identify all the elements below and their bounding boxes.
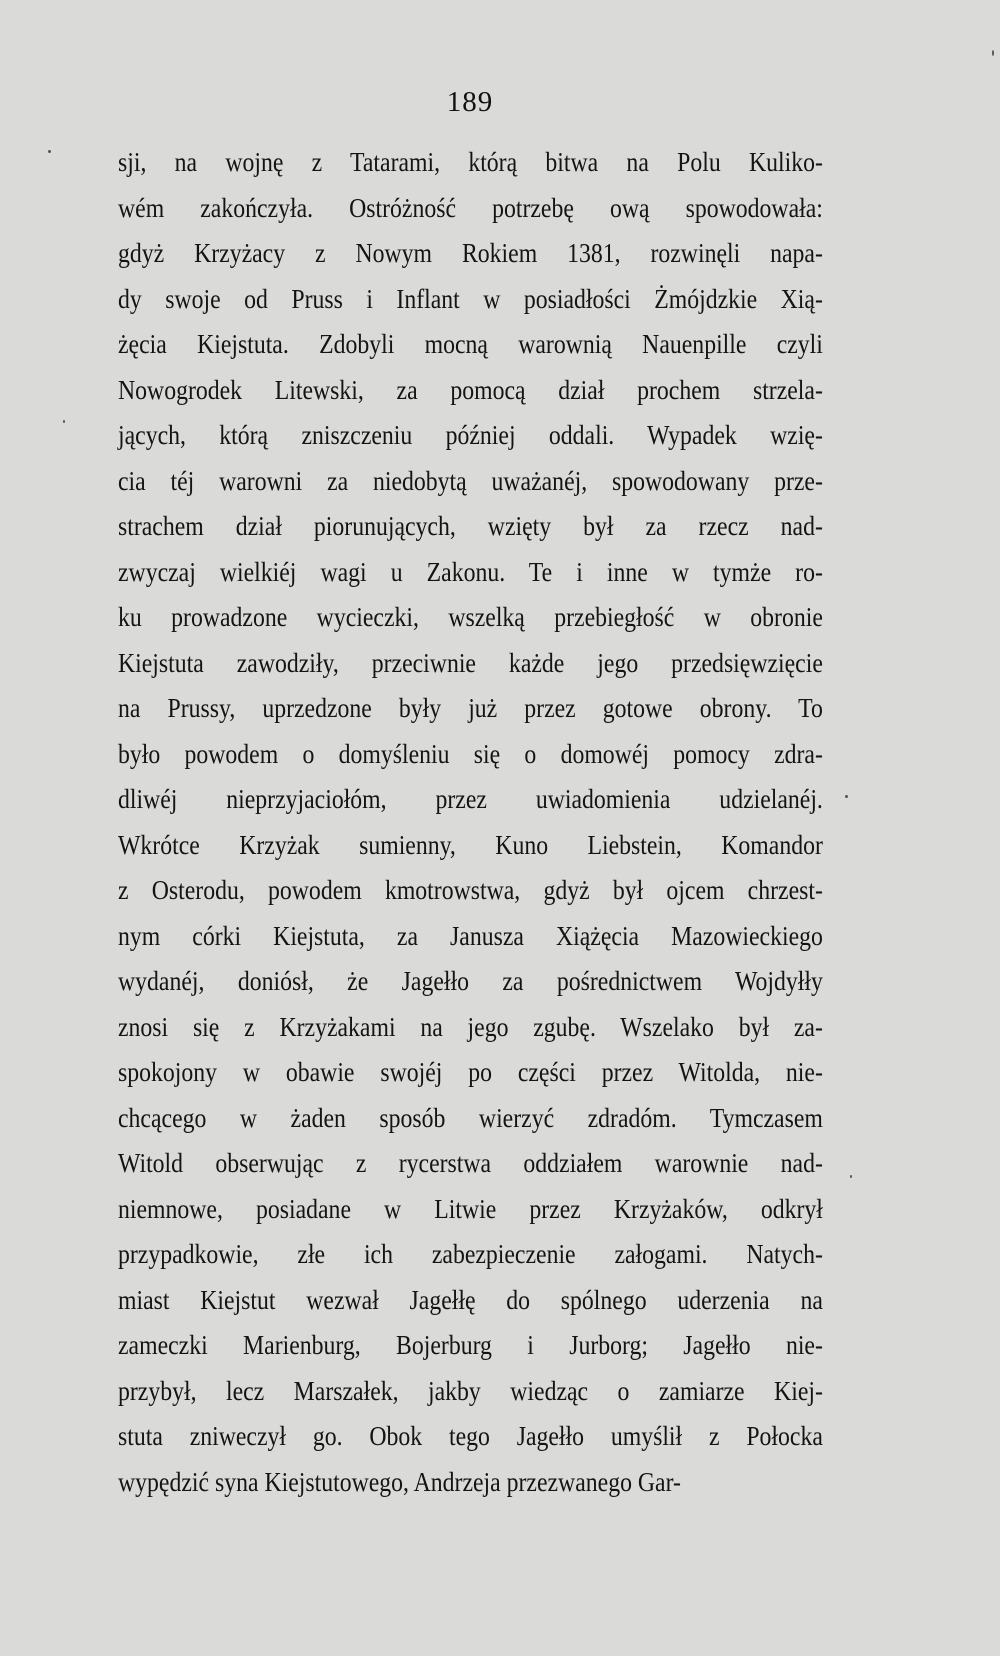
text-line: z Osterodu, powodem kmotrowstwa, gdyż był ojcem chrzest-: [118, 875, 823, 905]
text-line: wydanéj, doniósł, że Jagełło za pośrednictwem Wojdyłły: [118, 966, 823, 996]
text-line: przybył, lecz Marszałek, jakby wiedząc o zamiarze Kiej-: [118, 1375, 823, 1406]
text-line: stuta zniweczył go. Obok tego Jagełło umyślił z Połocka: [118, 1421, 823, 1451]
text-line: Nowogrodek Litewski, za pomocą dział prochem strzela-: [118, 374, 823, 405]
text-line: Kiejstuta zawodziły, przeciwnie każde jego przedsięwzięcie: [118, 647, 823, 678]
paper-speck: [992, 50, 994, 56]
text-line: Witold obserwując z rycerstwa oddziałem warownie nad-: [118, 1148, 823, 1178]
text-line: jących, którą zniszczeniu później oddali. Wypadek wzię-: [118, 420, 823, 450]
text-line: sji, na wojnę z Tatarami, którą bitwa na Polu Kuliko-: [118, 147, 823, 177]
text-line: zwyczaj wielkiéj wagi u Zakonu. Te i inne w tymże ro-: [118, 556, 823, 587]
text-line: żęcia Kiejstuta. Zdobyli mocną warownią Nauenpille czyli: [118, 329, 823, 359]
text-line: cia téj warowni za niedobytą uważanéj, spowodowany prze-: [118, 465, 823, 496]
text-line: gdyż Krzyżacy z Nowym Rokiem 1381, rozwinęli napa-: [118, 238, 823, 268]
text-line: wém zakończyła. Ostróżność potrzebę ową spowodowała:: [118, 192, 823, 223]
text-line: wypędzić syna Kiejstutowego, Andrzeja przezwanego Gar-: [118, 1466, 681, 1497]
paper-speck: [845, 795, 848, 798]
text-line: dliwéj nieprzyjaciołóm, przez uwiadomienia udzielanéj.: [118, 784, 823, 814]
text-line: było powodem o domyśleniu się o domowéj pomocy zdra-: [118, 738, 823, 769]
text-line: przypadkowie, złe ich zabezpieczenie załogami. Natych-: [118, 1239, 823, 1269]
paper-speck: [48, 150, 51, 153]
page-number: 189: [446, 86, 494, 118]
text-line: chcącego w żaden sposób wierzyć zdradóm. Tymczasem: [118, 1102, 823, 1133]
text-line: nym córki Kiejstuta, za Janusza Xiążęcia Mazowieckiego: [118, 920, 823, 951]
text-line: Wkrótce Krzyżak sumienny, Kuno Liebstein, Komandor: [118, 829, 823, 860]
text-line: miast Kiejstut wezwał Jagełłę do spólnego uderzenia na: [118, 1284, 823, 1315]
body-text: [118, 140, 823, 1505]
paper-speck: [63, 420, 65, 423]
text-line: ku prowadzone wycieczki, wszelką przebiegłość w obronie: [118, 602, 823, 632]
text-line: zameczki Marienburg, Bojerburg i Jurborg; Jagełło nie-: [118, 1330, 823, 1360]
text-line: niemnowe, posiadane w Litwie przez Krzyżaków, odkrył: [118, 1193, 823, 1224]
text-line: na Prussy, uprzedzone były już przez gotowe obrony. To: [118, 693, 823, 723]
text-line: znosi się z Krzyżakami na jego zgubę. Wszelako był za-: [118, 1011, 823, 1042]
text-line: spokojony w obawie swojéj po części przez Witolda, nie-: [118, 1057, 823, 1087]
text-line: strachem dział piorunujących, wzięty był za rzecz nad-: [118, 511, 823, 541]
paper-speck: [850, 1175, 852, 1178]
text-line: dy swoje od Pruss i Inflant w posiadłości Żmójdzkie Xią-: [118, 283, 823, 314]
